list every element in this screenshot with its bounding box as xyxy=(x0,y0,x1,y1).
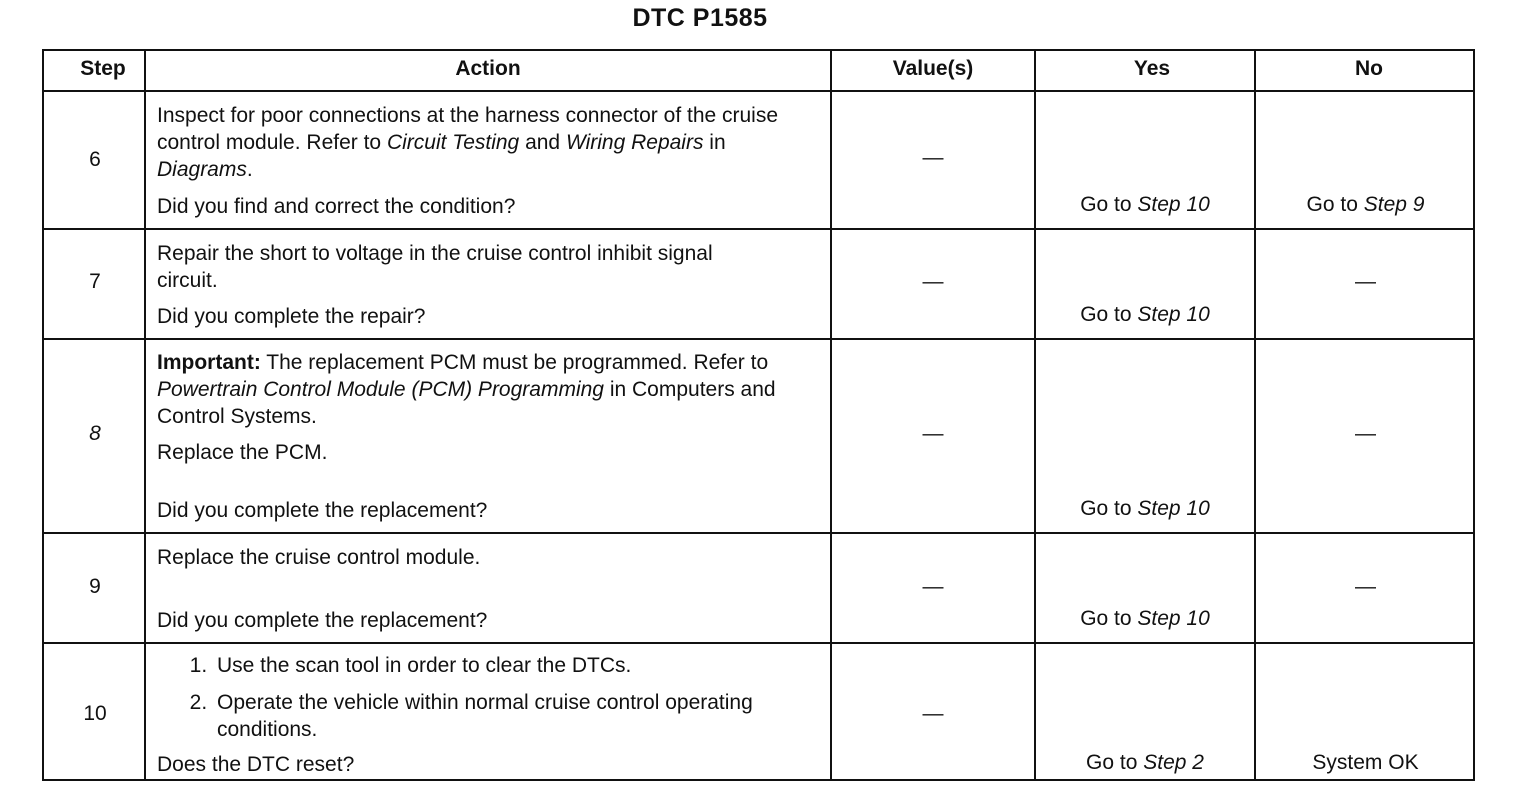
action-list xyxy=(157,652,797,743)
important-label: Important: xyxy=(157,351,261,374)
header-yes: Yes xyxy=(1133,57,1171,80)
step-number: 7 xyxy=(89,270,101,293)
header-step: Step xyxy=(80,57,126,80)
yes-result: Go to Step 10 xyxy=(1080,607,1210,630)
no-result: Go to Step 9 xyxy=(1306,193,1425,216)
value-dash: — xyxy=(922,270,944,293)
step-number: 10 xyxy=(83,702,107,725)
reference-link: Circuit Testing xyxy=(386,131,520,154)
action-question: Does the DTC reset? xyxy=(157,753,355,776)
value-dash: — xyxy=(922,702,944,725)
header-no: No xyxy=(1355,57,1383,80)
value-dash: — xyxy=(922,575,944,598)
page-title: DTC P1585 xyxy=(632,4,768,32)
value-dash: — xyxy=(922,146,944,169)
row-divider xyxy=(42,642,1475,644)
action-text: Replace the cruise control module. xyxy=(157,546,481,569)
column-divider xyxy=(1254,49,1256,781)
action-question: Did you complete the repair? xyxy=(157,305,426,328)
yes-result: Go to Step 10 xyxy=(1080,193,1210,216)
step-number: 9 xyxy=(89,575,101,598)
row-divider xyxy=(42,532,1475,534)
yes-result: Go to Step 10 xyxy=(1080,497,1210,520)
no-dash: — xyxy=(1355,270,1376,293)
yes-result: Go to Step 10 xyxy=(1080,303,1210,326)
yes-result: Go to Step 2 xyxy=(1086,751,1204,774)
list-item: 1. Use the scan tool in order to clear the DTCs. xyxy=(213,652,797,679)
no-dash: — xyxy=(1355,575,1376,598)
action-text: Repair the short to voltage in the cruise control inhibit signal circuit. xyxy=(157,242,713,292)
row-divider xyxy=(42,228,1475,230)
row-divider xyxy=(42,90,1475,92)
action-question: Did you complete the replacement? xyxy=(157,609,488,632)
list-item: 2. Operate the vehicle within normal cruise control operating conditions. xyxy=(213,689,797,743)
row-divider xyxy=(42,338,1475,340)
step-number: 6 xyxy=(89,148,101,171)
header-values: Value(s) xyxy=(892,57,974,80)
step-number: 8 xyxy=(89,422,101,445)
reference-link: Powertrain Control Module (PCM) Programming xyxy=(157,378,604,401)
header-action: Action xyxy=(455,57,521,80)
action-text: Important: The replacement PCM must be programmed. Refer to Powertrain Control Module (PCM) Programming in Computers and Control Systems. xyxy=(157,351,776,428)
column-divider xyxy=(1034,49,1036,781)
action-text-2: Replace the PCM. xyxy=(157,441,328,464)
action-text: Inspect for poor connections at the harness connector of the cruise control module. Refer to Circuit Testing and Wiring Repairs in Diagrams. xyxy=(157,104,779,181)
action-question: Did you complete the replacement? xyxy=(157,499,488,522)
value-dash: — xyxy=(922,422,944,445)
action-question: Did you find and correct the condition? xyxy=(157,195,516,218)
no-result: System OK xyxy=(1312,751,1419,774)
reference-link: Wiring Repairs xyxy=(565,131,704,154)
reference-link: Diagrams xyxy=(157,158,247,181)
no-dash: — xyxy=(1355,422,1376,445)
